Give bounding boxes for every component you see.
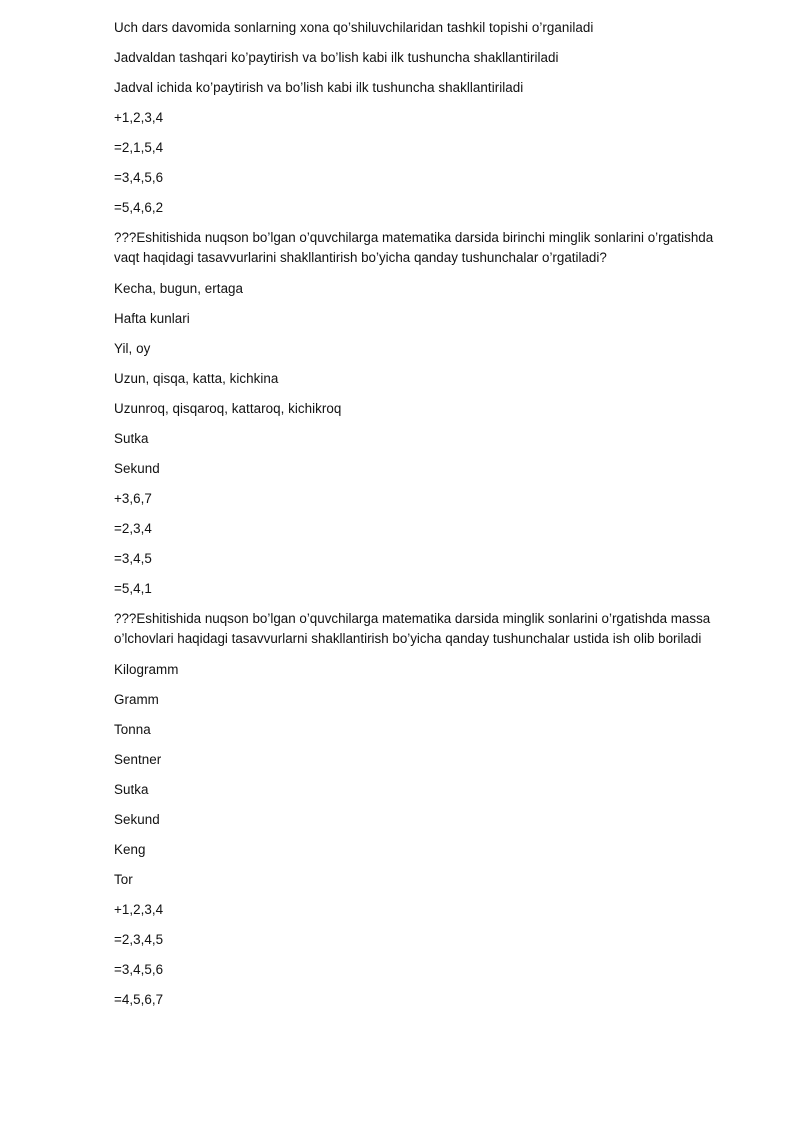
answer-option: +3,6,7	[114, 491, 152, 506]
text-line: Yil, oy	[114, 341, 151, 356]
question-text: ???Eshitishida nuqson bo’lgan o’quvchilarga matematika darsida minglik sonlarini o’rgatishda massa o’lchovlari haqidagi tasavvurlarni shakllantirish bo’yicha qanday tushunchalar ustida ish olib boriladi	[114, 611, 711, 646]
answer-option: =3,4,5	[114, 551, 152, 566]
text-line: Gramm	[114, 692, 159, 707]
text-line: Sutka	[114, 782, 149, 797]
answer-option: =3,4,5,6	[114, 962, 164, 977]
answer-option: =5,4,1	[114, 581, 152, 596]
text-line: Uch dars davomida sonlarning xona qo’shiluvchilaridan tashkil topishi o’rganiladi	[114, 20, 594, 35]
answer-option: =3,4,5,6	[114, 170, 164, 185]
answer-option: =4,5,6,7	[114, 992, 164, 1007]
text-line: Tor	[114, 872, 133, 887]
text-line: Uzunroq, qisqaroq, kattaroq, kichikroq	[114, 401, 342, 416]
text-line: Sekund	[114, 461, 160, 476]
answer-option: =2,1,5,4	[114, 140, 164, 155]
text-line: Kecha, bugun, ertaga	[114, 281, 244, 296]
answer-option: =2,3,4	[114, 521, 152, 536]
text-line: Sentner	[114, 752, 162, 767]
text-line: Jadval ichida ko’paytirish va bo’lish kabi ilk tushuncha shakllantiriladi	[114, 80, 524, 95]
text-line: Uzun, qisqa, katta, kichkina	[114, 371, 279, 386]
text-line: Keng	[114, 842, 146, 857]
answer-option: +1,2,3,4	[114, 902, 164, 917]
text-line: Jadvaldan tashqari ko’paytirish va bo’lish kabi ilk tushuncha shakllantiriladi	[114, 50, 559, 65]
text-line: Sekund	[114, 812, 160, 827]
answer-option: =5,4,6,2	[114, 200, 164, 215]
answer-option: +1,2,3,4	[114, 110, 164, 125]
question-text: ???Eshitishida nuqson bo’lgan o’quvchilarga matematika darsida birinchi minglik sonlarini o’rgatishda vaqt haqidagi tasavvurlarini shakllantirish bo’yicha qanday tushunchalar o’rgatiladi?	[114, 230, 714, 265]
document-body	[114, 19, 734, 1021]
text-line: Hafta kunlari	[114, 311, 190, 326]
answer-option: =2,3,4,5	[114, 932, 164, 947]
text-line: Sutka	[114, 431, 149, 446]
text-line: Kilogramm	[114, 662, 179, 677]
text-line: Tonna	[114, 722, 151, 737]
